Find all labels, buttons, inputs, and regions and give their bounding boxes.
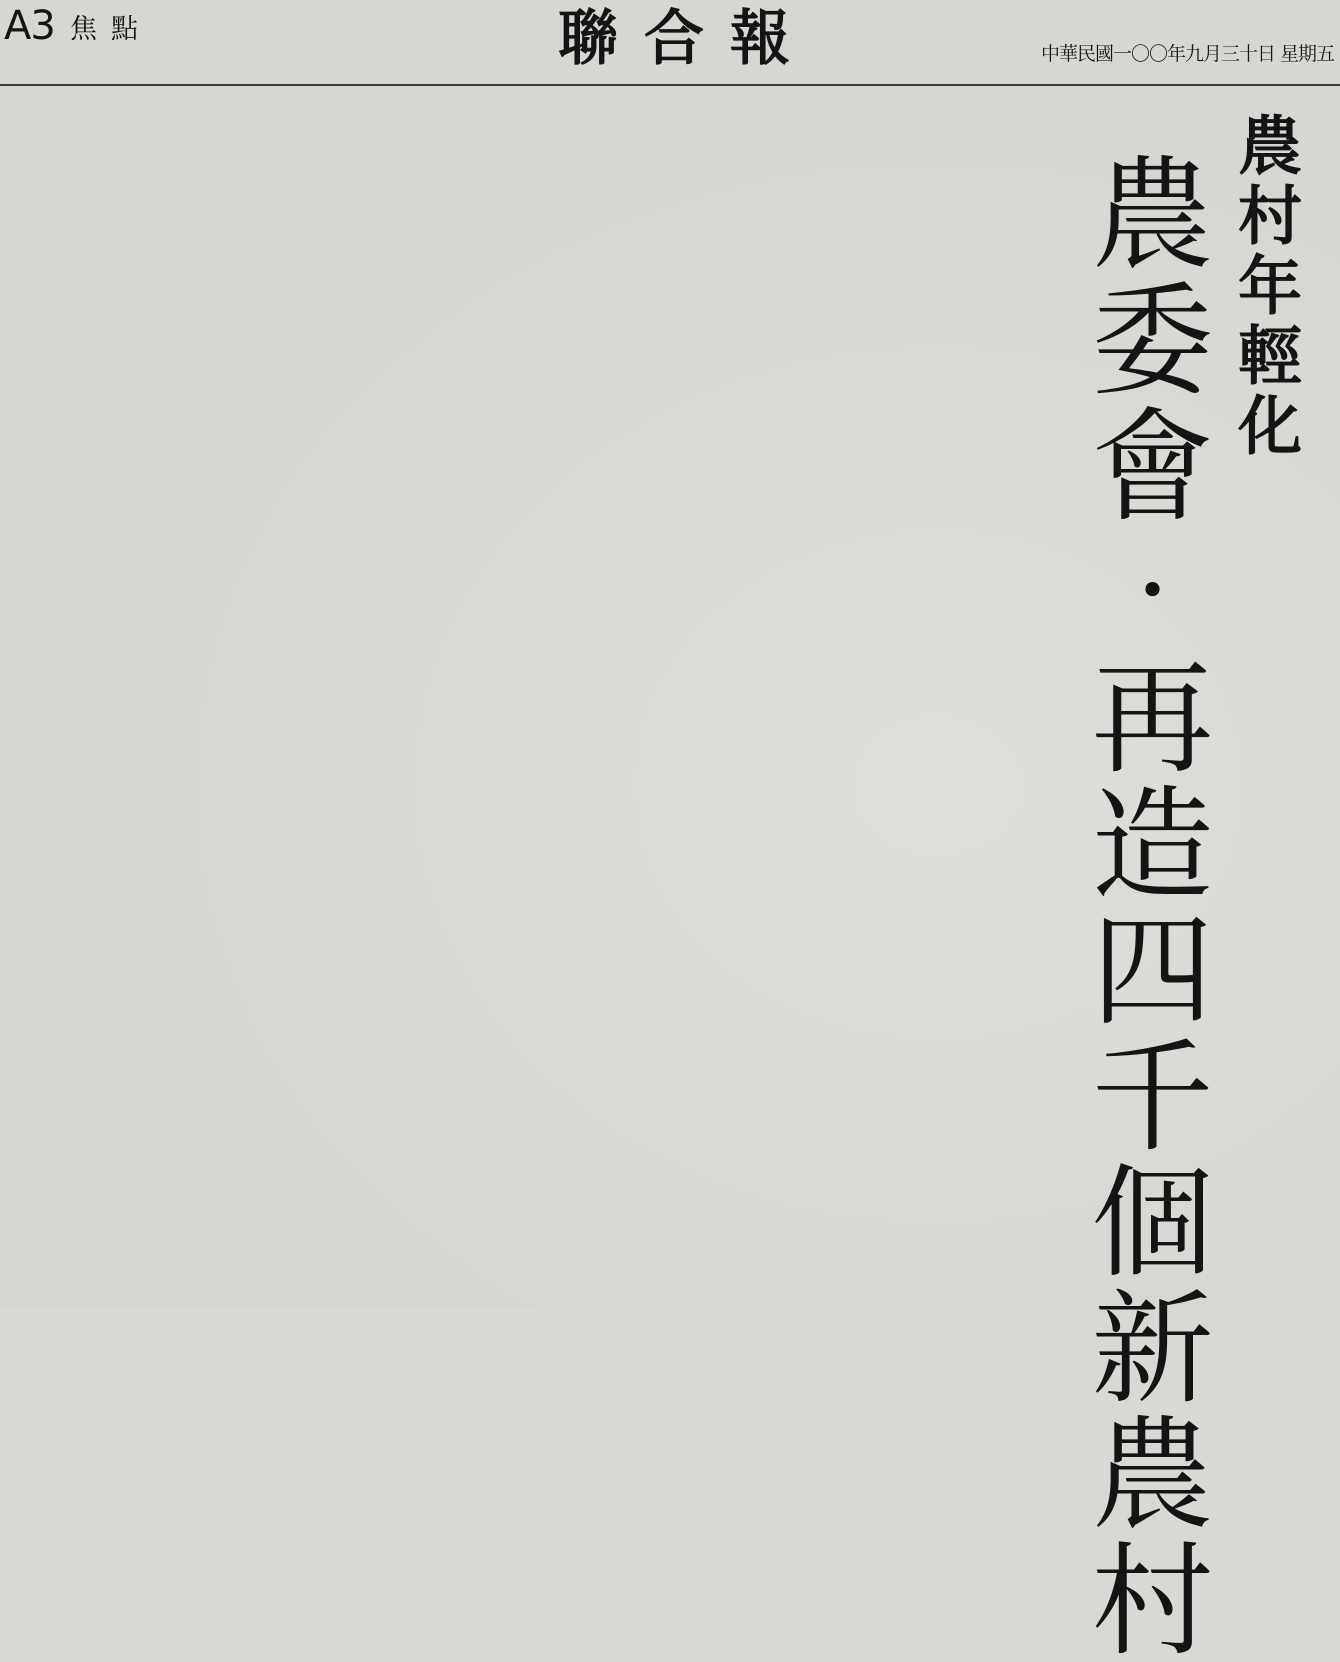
- article-headline: 農委會‧再造四千個新農村: [1071, 150, 1213, 1662]
- section-name: 焦點: [70, 14, 152, 45]
- issue-date: 中華民國一〇〇年九月三十日 星期五: [1040, 43, 1334, 65]
- masthead-divider: [0, 84, 1340, 86]
- page-number: A3: [4, 3, 55, 49]
- newspaper-logo: 聯合報: [558, 4, 816, 74]
- article-kicker: 農村年輕化: [1227, 112, 1301, 462]
